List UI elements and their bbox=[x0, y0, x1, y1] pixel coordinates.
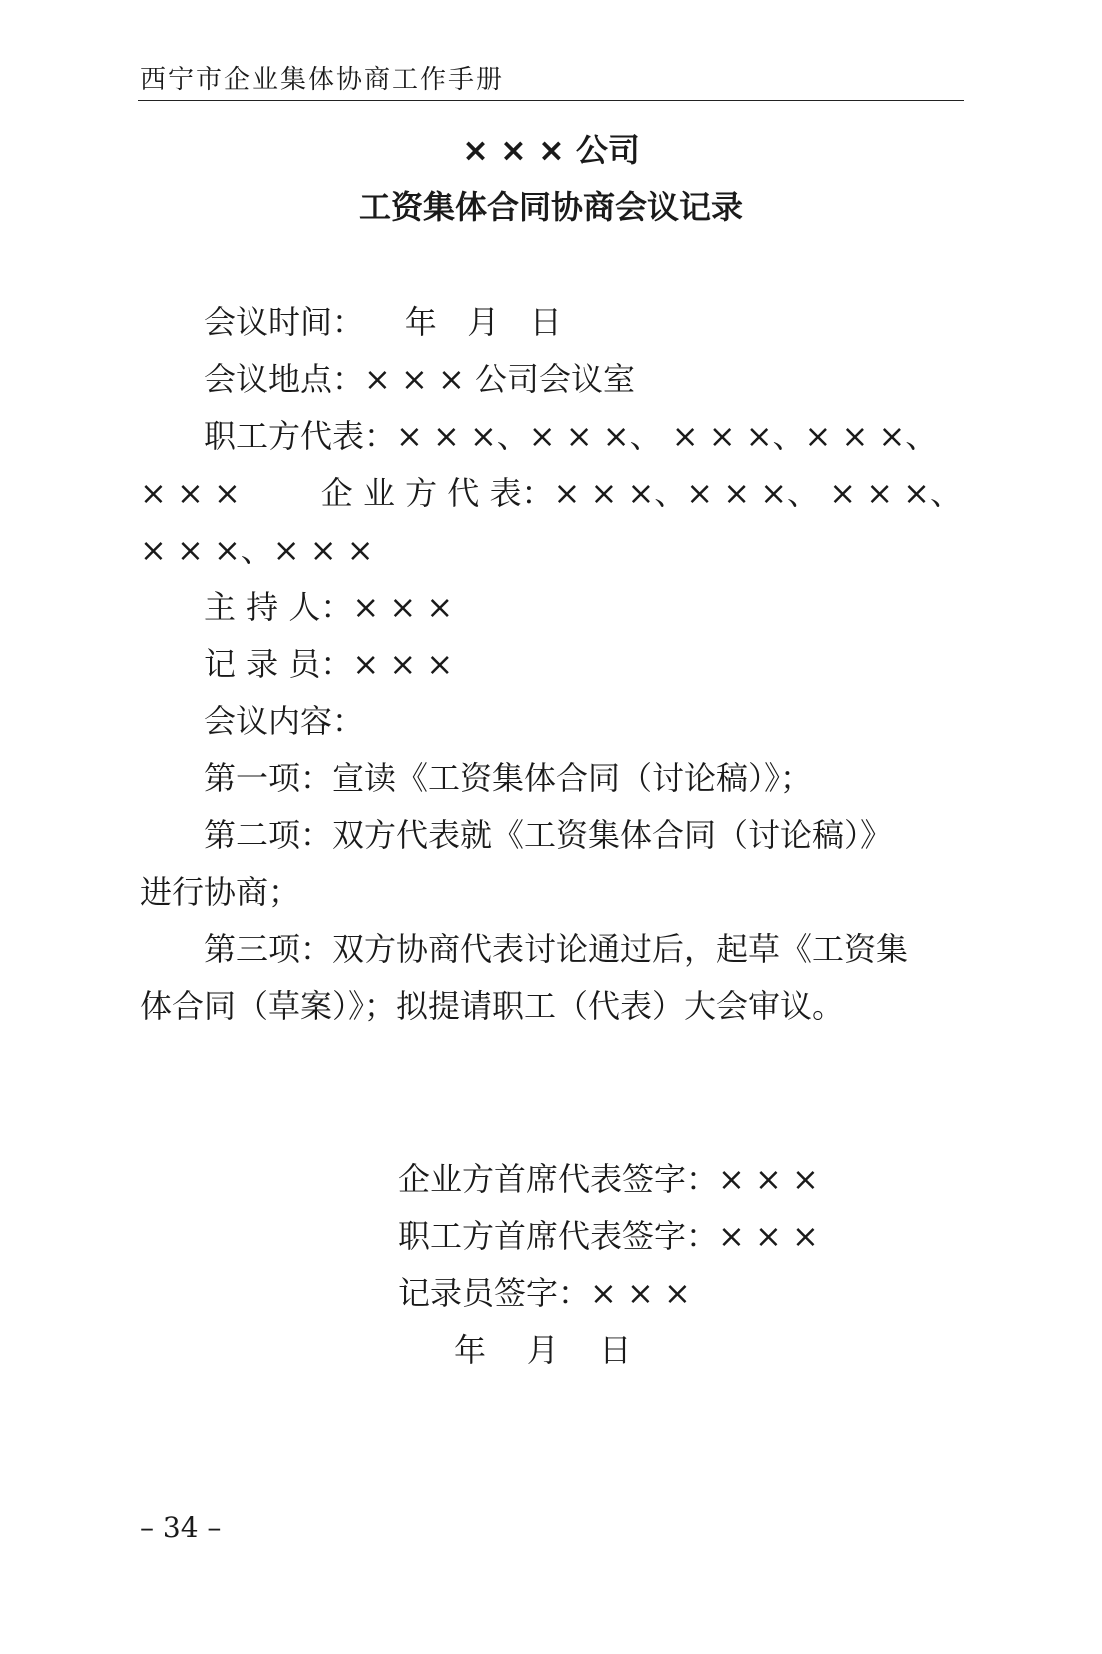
signature-date: 年 月 日 bbox=[454, 1331, 632, 1369]
agenda-item-2: 第二项：双方代表就《工资集体合同（讨论稿）》 bbox=[204, 816, 893, 854]
agenda-item-1: 第一项：宣读《工资集体合同（讨论稿）》； bbox=[204, 759, 813, 797]
meeting-content-label: 会议内容： bbox=[204, 702, 365, 740]
employee-representatives: 职工方代表：× × ×、× × ×、 × × ×、× × ×、 bbox=[204, 417, 938, 455]
employer-representatives-cont: × × ×、× × × bbox=[140, 531, 374, 569]
agenda-item-3-cont: 体合同（草案）》；拟提请职工（代表）大会审议。 bbox=[140, 987, 845, 1025]
page-number: – 34 – bbox=[140, 1511, 222, 1544]
representatives-line-2 bbox=[140, 471, 962, 515]
meeting-host: 主 持 人：× × × bbox=[204, 588, 454, 626]
meeting-place: 会议地点：× × × 公司会议室 bbox=[204, 360, 635, 398]
running-header: 西宁市企业集体协商工作手册 bbox=[140, 65, 505, 95]
meeting-time: 会议时间： 年 月 日 bbox=[204, 303, 562, 341]
document-title: 工资集体合同协商会议记录 bbox=[358, 188, 743, 226]
meeting-recorder: 记 录 员：× × × bbox=[204, 645, 454, 683]
employer-chief-signature: 企业方首席代表签字：× × × bbox=[398, 1160, 819, 1198]
employee-representatives-cont: × × × bbox=[140, 474, 241, 512]
agenda-item-3: 第三项：双方协商代表讨论通过后，起草《工资集 bbox=[204, 930, 909, 968]
header-rule bbox=[138, 100, 964, 101]
employee-chief-signature: 职工方首席代表签字：× × × bbox=[398, 1217, 819, 1255]
document-title-company: × × × 公司 bbox=[462, 131, 640, 169]
agenda-item-2-cont: 进行协商； bbox=[140, 873, 301, 911]
recorder-signature: 记录员签字：× × × bbox=[398, 1274, 691, 1312]
employer-representatives: 企 业 方 代 表：× × ×、× × ×、 × × ×、 bbox=[320, 474, 962, 512]
